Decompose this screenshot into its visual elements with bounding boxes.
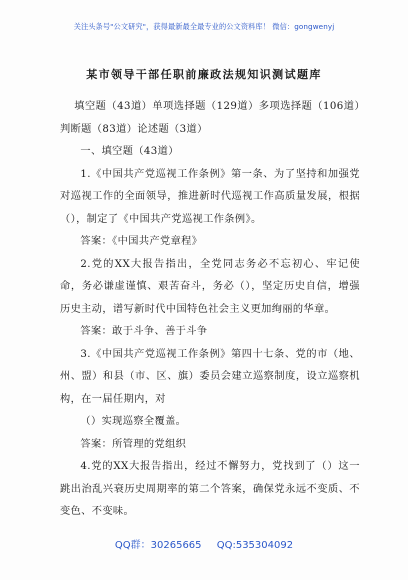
answer-3: 答案：所管理的党组织 — [80, 438, 187, 450]
question-summary: 填空题（43道）单项选择题（129道）多项选择题（106道）判断题（83道）论述题（3道） — [60, 101, 360, 135]
section-heading: 一、填空题（43道） — [80, 146, 179, 157]
promo-banner[interactable]: 关注头条号"公文研究"，获得最新最全最专业的公文资料库！ 微信：gongwenyj — [73, 22, 335, 31]
question-3: 3.《中国共产党巡视工作条例》第四十七条、党的市（地、州、盟）和县（市、区、旗）委员会建立巡察制度，设立巡察机构，在一届任期内，对 — [60, 348, 360, 405]
qq-group-text: QQ群：30265665 — [114, 540, 202, 551]
document-body — [60, 96, 360, 524]
contact-footer — [0, 536, 408, 551]
document-title: 某市领导干部任职前廉政法规知识测试题库 — [86, 68, 322, 81]
question-2: 2.党的XX大报告指出，全党同志务必不忘初心、牢记使命，务必谦虚谨慎、艰苦奋斗，务必（），坚定历史自信，增强历史主动，谱写新时代中国特色社会主义更加绚丽的华章。 — [60, 258, 360, 315]
question-4: 4.党的XX大报告指出，经过不懈努力，党找到了（）这一跳出治乱兴衰历史周期率的第二个答案，确保党永远不变质、不变色、不变味。 — [60, 461, 360, 517]
answer-1: 答案：《中国共产党章程》 — [80, 236, 203, 247]
question-1: 1.《中国共产党巡视工作条例》第一条、为了坚持和加强党对巡视工作的全面领导，推进新时代巡视工作高质量发展，根据（），制定了《中国共产党巡视工作条例》。 — [60, 168, 360, 225]
answer-2: 答案：敢于斗争、善于斗争 — [80, 326, 208, 337]
qq-text: QQ:535304092 — [216, 540, 294, 551]
question-3-continued: （）实现巡察全覆盖。 — [80, 416, 187, 427]
